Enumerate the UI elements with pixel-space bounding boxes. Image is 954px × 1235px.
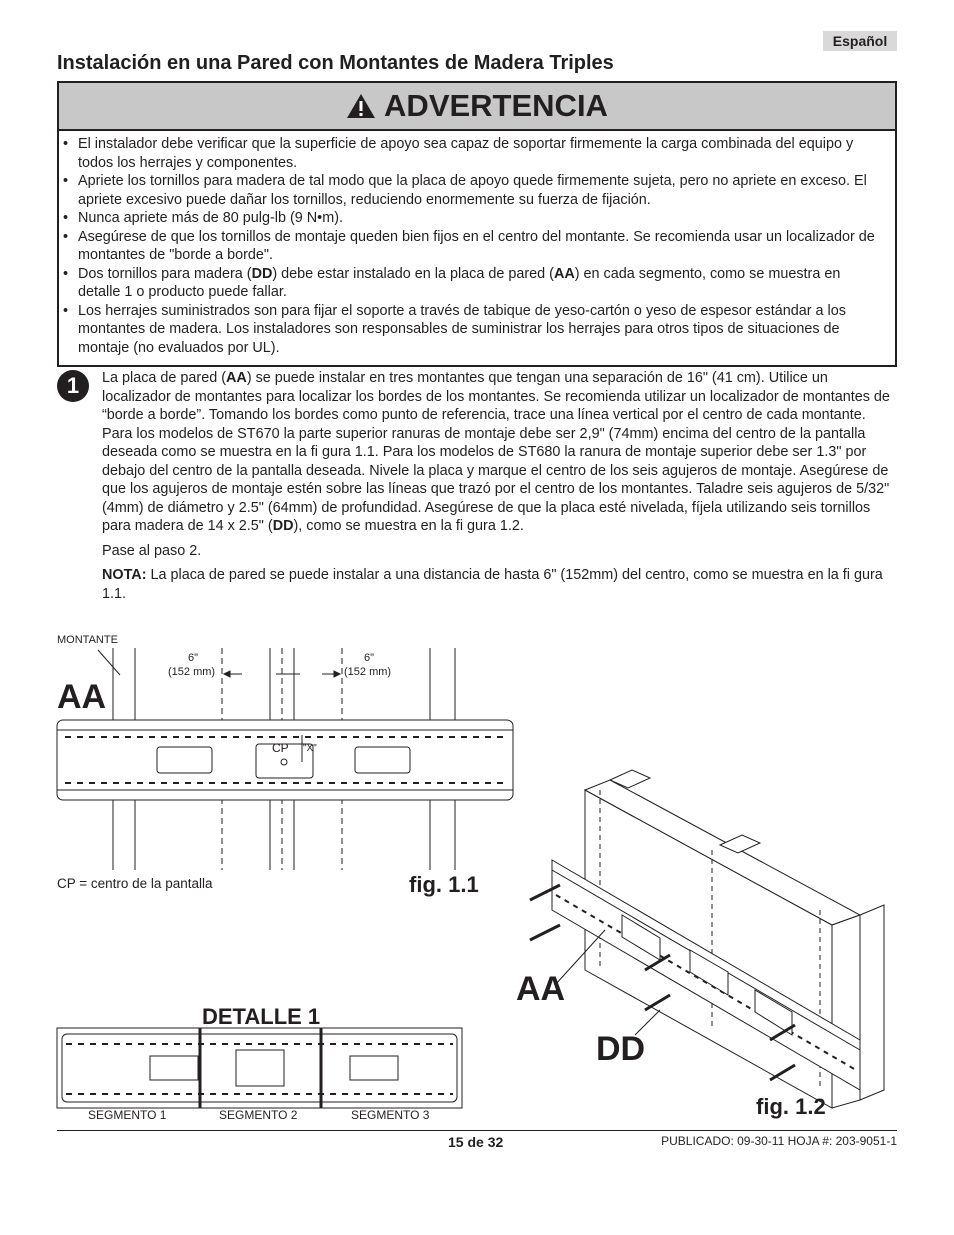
fig12-caption: fig. 1.2: [756, 1094, 826, 1119]
footer-divider: [57, 1130, 897, 1131]
aa-label-fig12: AA: [516, 970, 566, 1008]
step-next: Pase al paso 2.: [102, 542, 202, 559]
section-title: Instalación en una Pared con Montantes de Madera Triples: [57, 52, 614, 74]
warning-item: • El instalador debe verificar que la superficie de apoyo sea capaz de soportar firmemente la carga combinada del equipo y todos los herrajes y componentes.: [67, 135, 883, 172]
step-note: NOTA: La placa de pared se puede instalar a una distancia de hasta 6" (152mm) del centro, como se muestra en la fi gura 1.1.: [102, 567, 883, 602]
fig12-drawing: [530, 770, 884, 1108]
cp-label: CP: [272, 741, 289, 755]
detail1-title: DETALLE 1: [202, 1004, 321, 1029]
step-number-badge: 1: [57, 370, 89, 402]
dimension-left: 6": [188, 652, 199, 664]
warning-item: • Los herrajes suministrados son para fijar el soporte a través de tabique de yeso-cartón o yeso de espesor estándar a los montantes de madera. Los instaladores son responsables de suministrar los herrajes para otros tipos de situaciones de montaje (no evaluados por UL).: [67, 302, 883, 358]
montante-label: MONTANTE: [57, 634, 118, 646]
step-paragraph: La placa de pared (AA) se puede instalar en tres montantes que tengan una separación de 16" (41 cm). Utilice un localizador de montantes para localizar los bordes de los montantes. Se recomienda utilizar un localizador de montantes de “borde a borde”. Tomando los bordes como punto de referencia, trace una línea vertical por el centro de cada montante. Para los modelos de ST670 la parte superior ranuras de montaje debe ser 2,9" (74mm) encima del centro de la pantalla deseada como se muestra en la fi gura 1.1. Para los modelos de ST680 la ranura de montaje superior debe ser 1.3" por debajo del centro de la pantalla deseada. Nivele la placa y marque el centro de los seis agujeros de montaje. Asegúrese de que los agujeros de montaje estén sobre las líneas que trazó por el centro de los montantes. Taladre seis agujeros de 5/32" (4mm) de diámetro y 2.5" (64mm) de profundidad. Asegúrese de que la placa esté nivelada, fíjela utilizando seis tornillos para madera de 14 x 2.5" (DD), como se muestra en la fi gura 1.2.: [102, 370, 890, 534]
dimension-left-mm: (152 mm): [168, 666, 216, 678]
page-number: 15 de 32: [448, 1134, 504, 1150]
detail1-plate: [57, 1028, 462, 1108]
publication-info: PUBLICADO: 09-30-11 HOJA #: 203-9051-1: [661, 1134, 897, 1148]
warning-item: • Apriete los tornillos para madera de tal modo que la placa de apoyo quede firmemente sujeta, pero no apriete en exceso. El apriete excesivo puede dañar los tornillos, reduciendo enormemente su fuerza de fijación.: [67, 172, 883, 209]
warning-item: • Nunca apriete más de 80 pulg-lb (9 N•m).: [67, 209, 883, 228]
warning-title: ADVERTENCIA: [384, 88, 608, 123]
language-tag: Español: [823, 31, 897, 51]
segment-label: SEGMENTO 1: [88, 1108, 167, 1122]
cp-legend: CP = centro de la pantalla: [57, 876, 213, 891]
dimension-right-mm: (152 mm): [344, 666, 392, 678]
dimension-right: 6": [364, 652, 375, 664]
x-label: "X": [303, 743, 317, 754]
segment-label: SEGMENTO 2: [219, 1108, 298, 1122]
warning-item: • Asegúrese de que los tornillos de montaje queden bien fijos en el centro del montante. Se recomienda usar un localizador de montantes de "borde a borde".: [67, 228, 883, 265]
segment-label: SEGMENTO 3: [351, 1108, 430, 1122]
aa-label-fig11: AA: [57, 678, 107, 716]
fig11-wall-plate: [57, 720, 513, 800]
fig11-caption: fig. 1.1: [409, 872, 479, 897]
dd-label-fig12: DD: [596, 1030, 646, 1068]
warning-item: • Dos tornillos para madera (DD) debe estar instalado en la placa de pared (AA) en cada segmento, como se muestra en detalle 1 o producto puede fallar.: [67, 265, 883, 302]
